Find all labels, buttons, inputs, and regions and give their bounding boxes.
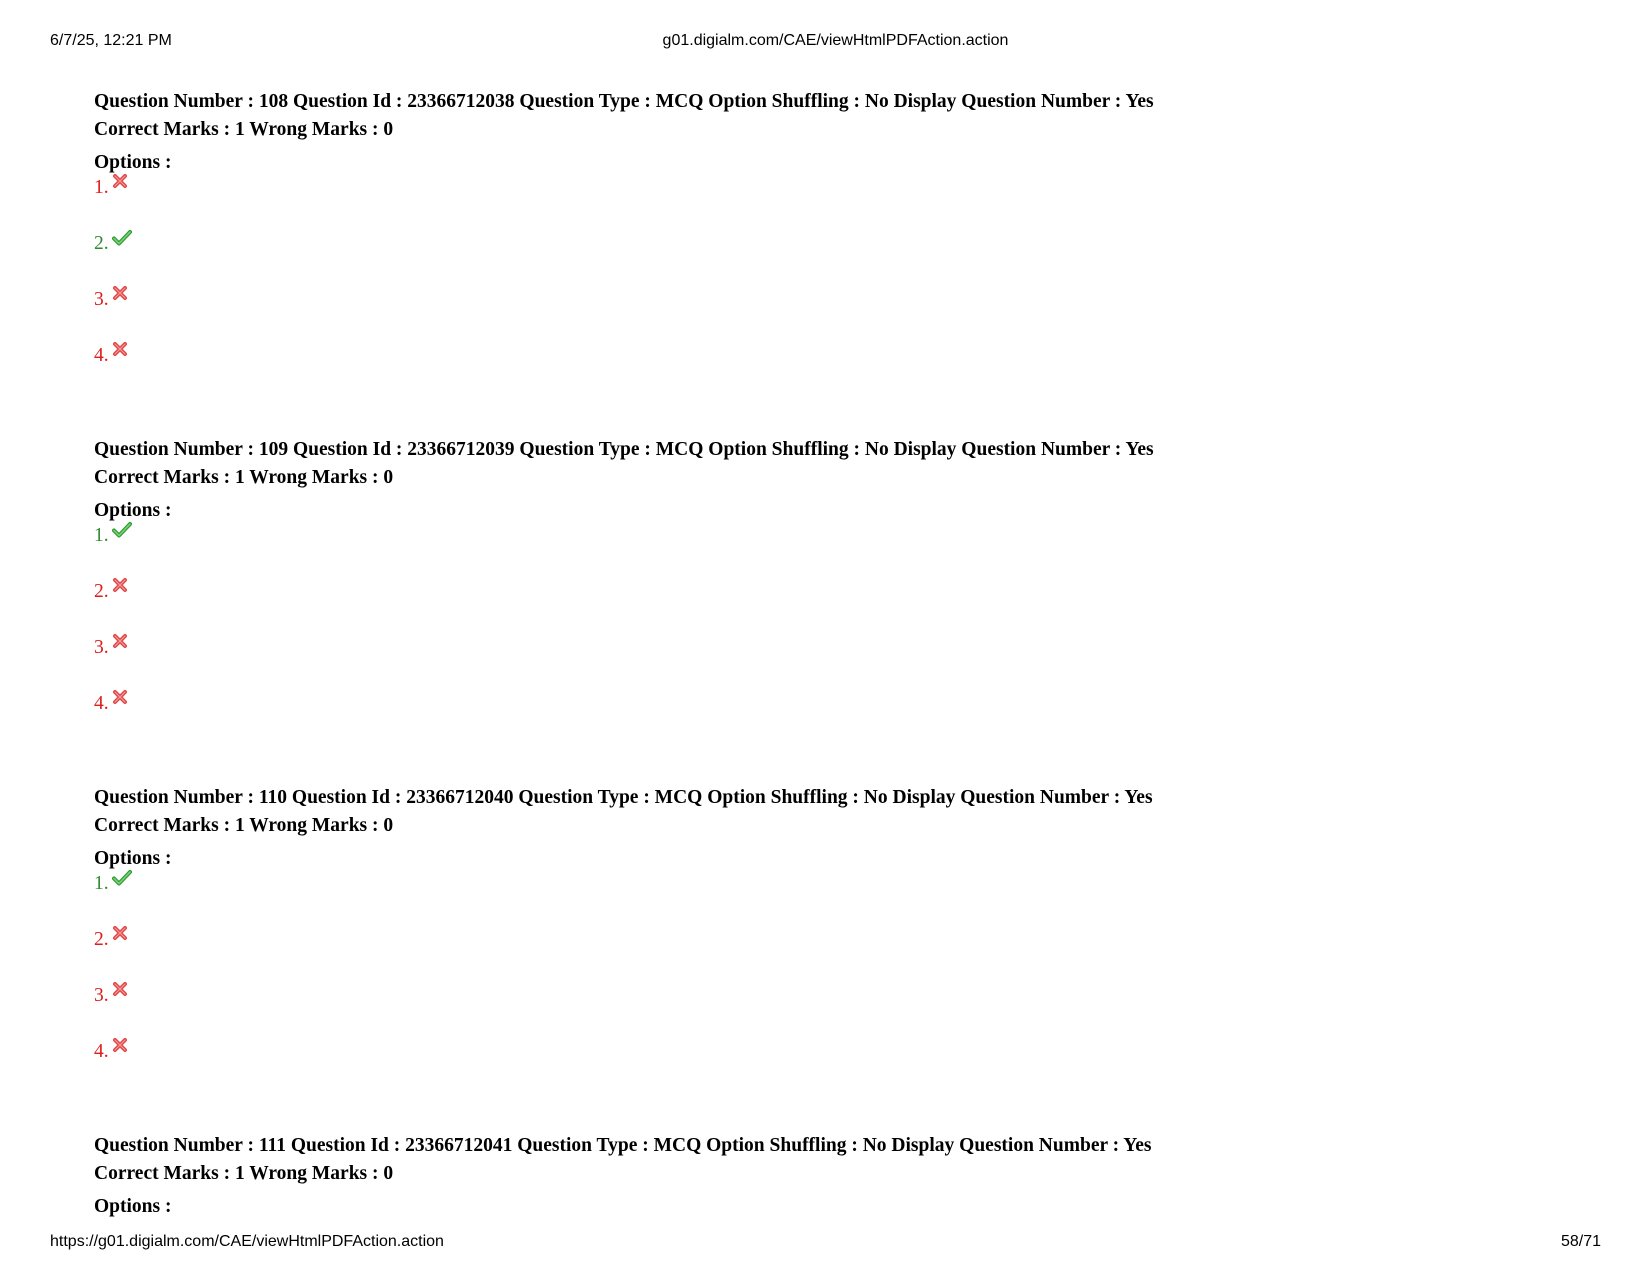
question-block [94, 1132, 1394, 1221]
question-meta: Question Number : 108 Question Id : 23366712038 Question Type : MCQ Option Shuffling : No Display Question Number : Yes [94, 91, 1154, 112]
options-label: Options : [94, 152, 172, 173]
question-marks: Correct Marks : 1 Wrong Marks : 0 [94, 467, 394, 488]
options-label: Options : [94, 1196, 172, 1217]
question-meta: Question Number : 109 Question Id : 23366712039 Question Type : MCQ Option Shuffling : No Display Question Number : Yes [94, 439, 1154, 460]
check-icon [112, 521, 130, 539]
question-block [94, 784, 1394, 1097]
check-icon [112, 869, 130, 887]
cross-icon [112, 285, 130, 303]
option-item [94, 693, 1394, 749]
cross-icon [112, 925, 130, 943]
options-label: Options : [94, 848, 172, 869]
cross-icon [112, 341, 130, 359]
option-item [94, 581, 1394, 637]
options-list [94, 525, 1394, 749]
cross-icon [112, 981, 130, 999]
cross-icon [112, 689, 130, 707]
cross-icon [112, 633, 130, 651]
option-number: 3. [94, 637, 109, 658]
option-number: 4. [94, 1041, 109, 1062]
option-item [94, 637, 1394, 693]
question-block [94, 88, 1394, 401]
cross-icon [112, 577, 130, 595]
option-item [94, 929, 1394, 985]
option-number: 2. [94, 929, 109, 950]
cross-icon [112, 173, 130, 191]
print-datetime: 6/7/25, 12:21 PM [50, 32, 172, 49]
page-number: 58/71 [1560, 1233, 1601, 1250]
check-icon [112, 229, 130, 247]
question-marks: Correct Marks : 1 Wrong Marks : 0 [94, 1163, 394, 1184]
option-number: 1. [94, 873, 109, 894]
options-list [94, 873, 1394, 1097]
option-item [94, 1041, 1394, 1097]
print-footer-url: https://g01.digialm.com/CAE/viewHtmlPDFAction.action [50, 1233, 444, 1250]
option-item [94, 985, 1394, 1041]
option-number: 4. [94, 693, 109, 714]
option-number: 1. [94, 177, 109, 198]
print-header-url: g01.digialm.com/CAE/viewHtmlPDFAction.action [662, 32, 1009, 49]
question-meta: Question Number : 110 Question Id : 23366712040 Question Type : MCQ Option Shuffling : No Display Question Number : Yes [94, 787, 1153, 808]
cross-icon [112, 1037, 130, 1055]
question-meta: Question Number : 111 Question Id : 23366712041 Question Type : MCQ Option Shuffling : No Display Question Number : Yes [94, 1135, 1152, 1156]
option-number: 2. [94, 581, 109, 602]
option-item [94, 525, 1394, 581]
option-number: 3. [94, 289, 109, 310]
options-list [94, 177, 1394, 401]
option-item [94, 345, 1394, 401]
option-number: 3. [94, 985, 109, 1006]
question-block [94, 436, 1394, 749]
option-item [94, 289, 1394, 345]
option-number: 1. [94, 525, 109, 546]
option-item [94, 873, 1394, 929]
option-item [94, 177, 1394, 233]
option-item [94, 233, 1394, 289]
option-number: 4. [94, 345, 109, 366]
option-number: 2. [94, 233, 109, 254]
question-marks: Correct Marks : 1 Wrong Marks : 0 [94, 119, 394, 140]
question-marks: Correct Marks : 1 Wrong Marks : 0 [94, 815, 394, 836]
options-label: Options : [94, 500, 172, 521]
